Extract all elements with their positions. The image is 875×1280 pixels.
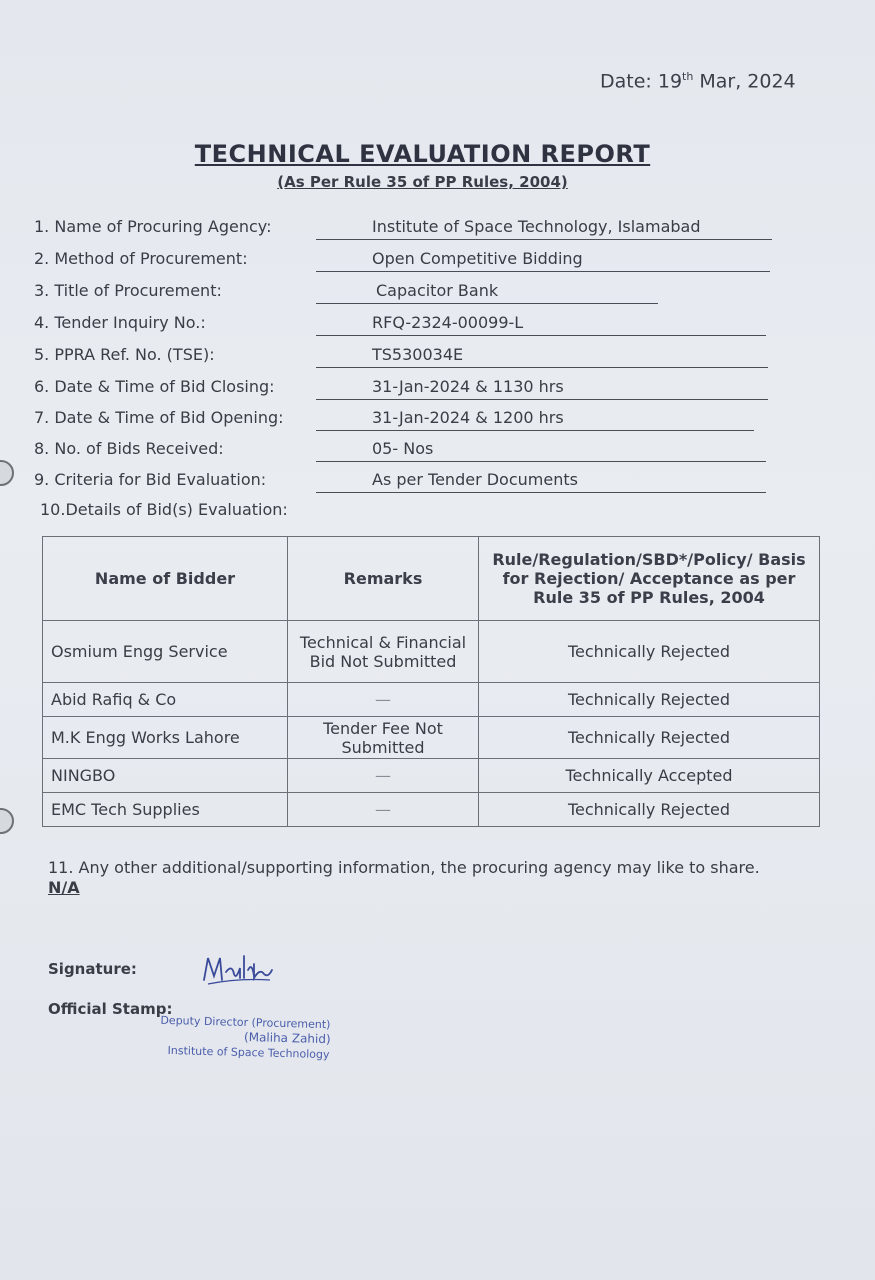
field-value: RFQ-2324-00099-L	[316, 313, 766, 336]
field-title	[34, 281, 794, 305]
field-value: Institute of Space Technology, Islamabad	[316, 217, 772, 240]
field-label: 8. No. of Bids Received:	[34, 439, 224, 458]
field-ppra-ref	[34, 345, 794, 369]
bidder-name: Osmium Engg Service	[43, 621, 288, 683]
bidder-remarks: Technical & Financial Bid Not Submitted	[288, 621, 479, 683]
field-value: TS530034E	[316, 345, 768, 368]
bidder-name: NINGBO	[43, 759, 288, 793]
field-procuring-agency	[34, 217, 794, 241]
bidder-result: Technically Accepted	[479, 759, 820, 793]
bidder-result: Technically Rejected	[479, 717, 820, 759]
stamp-line: Deputy Director (Procurement)	[160, 1013, 331, 1032]
field-value: 31-Jan-2024 & 1130 hrs	[316, 377, 768, 400]
field-label: 6. Date & Time of Bid Closing:	[34, 377, 275, 396]
header-basis: Rule/Regulation/SBD*/Policy/ Basis for Rejection/ Acceptance as per Rule 35 of PP Rules, 2004	[479, 537, 820, 621]
table-row	[43, 683, 820, 717]
field-bid-closing	[34, 377, 794, 401]
field-method	[34, 249, 794, 273]
note-value: N/A	[48, 878, 80, 897]
field-value: As per Tender Documents	[316, 470, 766, 493]
official-stamp	[159, 1013, 331, 1062]
bid-evaluation-table	[42, 536, 820, 827]
bidder-result: Technically Rejected	[479, 683, 820, 717]
table-row	[43, 759, 820, 793]
bidder-name: Abid Rafiq & Co	[43, 683, 288, 717]
signature-label: Signature:	[48, 960, 137, 978]
field-value: 05- Nos	[316, 439, 766, 462]
field-label: 4. Tender Inquiry No.:	[34, 313, 206, 332]
field-label: 5. PPRA Ref. No. (TSE):	[34, 345, 215, 364]
field-label: 1. Name of Procuring Agency:	[34, 217, 272, 236]
table-row	[43, 717, 820, 759]
additional-info-note	[48, 858, 768, 898]
header-remarks: Remarks	[288, 537, 479, 621]
bidder-name: EMC Tech Supplies	[43, 793, 288, 827]
note-text: 11. Any other additional/supporting information, the procuring agency may like to share.	[48, 858, 760, 877]
table-row	[43, 621, 820, 683]
punch-hole	[0, 460, 14, 486]
report-subtitle: (As Per Rule 35 of PP Rules, 2004)	[277, 173, 568, 191]
field-value: 31-Jan-2024 & 1200 hrs	[316, 408, 754, 431]
stamp-line: Institute of Space Technology	[167, 1043, 330, 1062]
stamp-line: (Maliha Zahid)	[243, 1029, 331, 1047]
official-stamp-label: Official Stamp:	[48, 1000, 173, 1018]
field-value: Capacitor Bank	[316, 281, 658, 304]
bidder-remarks: —	[288, 759, 479, 793]
field-bids-received	[34, 439, 794, 463]
bidder-name: M.K Engg Works Lahore	[43, 717, 288, 759]
table-row	[43, 793, 820, 827]
bidder-result: Technically Rejected	[479, 793, 820, 827]
bidder-remarks: —	[288, 683, 479, 717]
bidder-remarks: Tender Fee Not Submitted	[288, 717, 479, 759]
field-bid-opening	[34, 408, 794, 432]
punch-hole	[0, 808, 14, 834]
bidder-result: Technically Rejected	[479, 621, 820, 683]
field-tender-inquiry	[34, 313, 794, 337]
handwritten-signature	[198, 950, 278, 990]
report-title: TECHNICAL EVALUATION REPORT	[194, 140, 651, 168]
field-label: 2. Method of Procurement:	[34, 249, 248, 268]
header-bidder: Name of Bidder	[43, 537, 288, 621]
field-label: 3. Title of Procurement:	[34, 281, 222, 300]
details-label: 10.Details of Bid(s) Evaluation:	[40, 500, 288, 519]
bidder-remarks: —	[288, 793, 479, 827]
field-value: Open Competitive Bidding	[316, 249, 770, 272]
field-label: 7. Date & Time of Bid Opening:	[34, 408, 284, 427]
report-date: Date: 19th Mar, 2024	[600, 70, 796, 93]
table-header-row	[43, 537, 820, 621]
field-label: 9. Criteria for Bid Evaluation:	[34, 470, 267, 489]
field-criteria	[34, 470, 794, 494]
